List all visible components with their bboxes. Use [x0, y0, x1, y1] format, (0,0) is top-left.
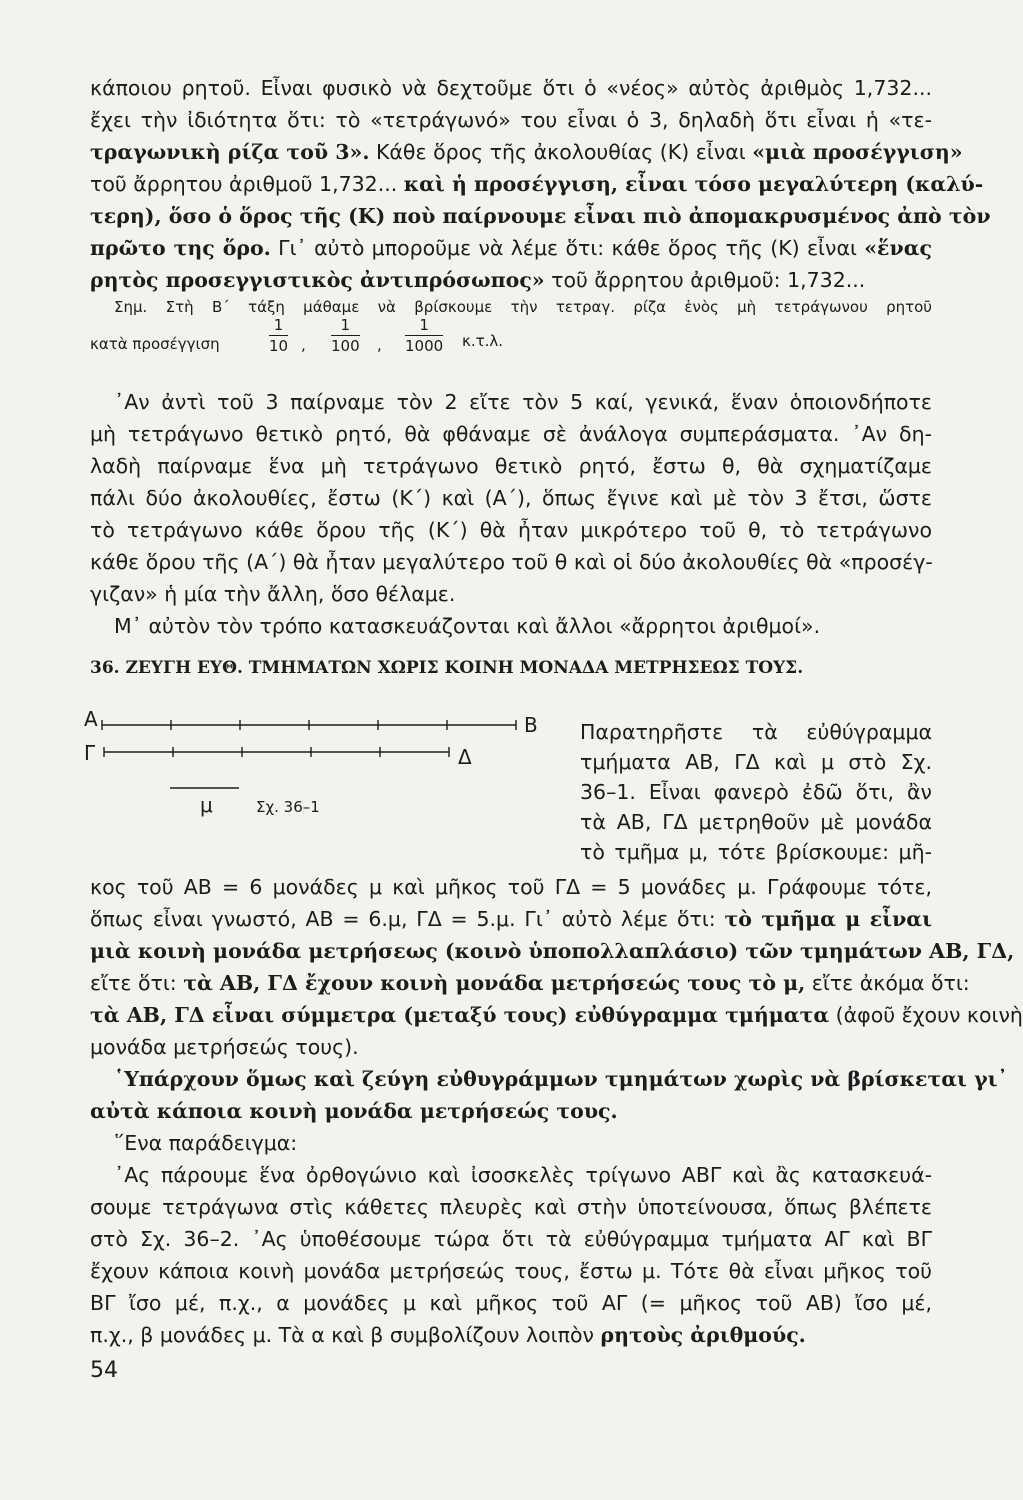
bold-phrase: τραγωνικὴ ρίζα τοῦ 3». [90, 140, 370, 164]
bold-phrase: τὰ ΑΒ, ΓΔ εἶναι σύμμετρα (μεταξύ τους) εὐθύγραμμα τμήματα [90, 1003, 830, 1027]
fraction-numerator: 1 [405, 316, 443, 336]
bold-phrase: καὶ ἡ προσέγγιση, εἶναι τόσο μεγαλύτερη (καλύ- [403, 172, 984, 196]
text-line: Παρατηρῆστε τὰ εὐθύγραμμα [580, 720, 932, 744]
text-line [90, 170, 984, 199]
bold-phrase: «ἕνας [864, 236, 932, 260]
bold-phrase: ρητὸς προσεγγιστικὸς ἀντιπρόσωπος» [90, 268, 545, 292]
bold-phrase: μιὰ κοινὴ μονάδα μετρήσεως (κοινὸ ὑποπολλαπλάσιο) τῶν τμημάτων ΑΒ, ΓΔ, [90, 939, 1015, 963]
text-span: ὅπως εἶναι γνωστό, ΑΒ = 6.μ, ΓΔ = 5.μ. Γι᾽ αὐτὸ λέμε ὅτι: [90, 907, 725, 931]
text-line: ἔχουν κάποια κοινὴ μονάδα μετρήσεώς τους, ἔστω μ. Τότε θὰ εἶναι μῆκος τοῦ [90, 1259, 932, 1283]
text-line: κος τοῦ ΑΒ = 6 μονάδες μ καὶ μῆκος τοῦ ΓΔ = 5 μονάδες μ. Γράφουμε τότε, [90, 875, 932, 899]
fraction-denominator: 10 [269, 337, 289, 355]
bold-phrase: ρητοὺς ἀριθμούς. [600, 1323, 806, 1347]
text-span: τοῦ ἄρρητου ἀριθμοῦ: 1,732... [544, 268, 866, 292]
text-line: πάλι δύο ἀκολουθίες, ἔστω (Κ´) καὶ (Α´), ὅπως ἔγινε καὶ μὲ τὸν 3 ἔτσι, ὥστε [90, 486, 932, 510]
fraction-1-10 [269, 316, 288, 355]
text-line [114, 1065, 1008, 1094]
text-line: γιζαν» ἡ μία τὴν ἄλλη, ὅσο θέλαμε. [90, 582, 456, 606]
text-line: τὸ τετράγωνο κάθε ὅρου τῆς (Κ´) θὰ ἦταν μικρότερο τοῦ θ, τὸ τετράγωνο [90, 518, 932, 542]
label-B: Β [524, 713, 538, 737]
text-line: μονάδα μετρήσεώς τους). [90, 1035, 359, 1059]
bold-phrase: τὸ τμῆμα μ εἶναι [724, 907, 932, 931]
bold-phrase: αὐτὰ κάποια κοινὴ μονάδα μετρήσεώς τους. [90, 1099, 618, 1123]
etc-label: κ.τ.λ. [462, 332, 504, 350]
text-span: Κάθε ὅρος τῆς ἀκολουθίας (Κ) εἶναι [369, 140, 753, 164]
text-line: τὰ ΑΒ, ΓΔ μετρηθοῦν μὲ μονάδα [580, 810, 932, 834]
page-number: 54 [90, 1358, 118, 1383]
text-line [90, 138, 963, 167]
text-line: 36–1. Εἶναι φανερὸ ἐδῶ ὅτι, ἂν [580, 780, 932, 804]
fraction-1-100 [331, 316, 360, 355]
text-line: Μ᾽ αὐτὸν τὸν τρόπο κατασκευάζονται καὶ ἄλλοι «ἄρρητοι ἀριθμοί». [114, 614, 821, 638]
text-line: σουμε τετράγωνα στὶς κάθετες πλευρὲς καὶ στὴν ὑποτείνουσα, ὅπως βλέπετε [90, 1195, 932, 1219]
bold-phrase: «μιὰ προσέγγιση» [752, 140, 963, 164]
fraction-denominator: 1000 [405, 337, 444, 355]
fraction-1-1000 [405, 316, 443, 355]
text-span: τοῦ ἄρρητου ἀριθμοῦ 1,732... [90, 172, 404, 196]
bold-phrase: τὰ ΑΒ, ΓΔ ἔχουν κοινὴ μονάδα μετρήσεώς τους τὸ μ, [183, 971, 806, 995]
text-line [90, 1097, 932, 1126]
text-line [90, 202, 991, 231]
text-span: εἴτε ὅτι: [90, 971, 184, 995]
text-line [90, 937, 1015, 966]
label-G: Γ [84, 741, 96, 765]
text-line: ΒΓ ἴσο μέ, π.χ., α μονάδες μ καὶ μῆκος τοῦ ΑΓ (= μῆκος τοῦ ΑΒ) ἴσο μέ, [90, 1291, 932, 1315]
label-D: Δ [458, 745, 472, 769]
bold-phrase: πρῶτο της ὅρο. [90, 236, 271, 260]
text-line: κάποιου ρητοῦ. Εἶναι φυσικὸ νὰ δεχτοῦμε ὅτι ὁ «νέος» αὐτὸς ἀριθμὸς 1,732... [90, 76, 932, 100]
figure-36-1 [84, 702, 564, 822]
fraction-separator: , [301, 336, 306, 354]
text-line: ἔχει τὴν ἰδιότητα ὅτι: τὸ «τετράγωνό» του εἶναι ὁ 3, δηλαδὴ ὅτι εἶναι ἡ «τε- [90, 108, 932, 132]
label-mu: μ [200, 793, 213, 817]
text-line: ᾽Ας πάρουμε ἕνα ὀρθογώνιο καὶ ἰσοσκελὲς τρίγωνο ΑΒΓ καὶ ἂς κατασκευά- [114, 1163, 932, 1187]
text-line [90, 969, 970, 998]
text-line: κάθε ὅρου τῆς (Α´) θὰ ἦταν μεγαλύτερο τοῦ θ καὶ οἱ δύο ἀκολουθίες θὰ «προσέγ- [90, 550, 933, 574]
bold-phrase: ῾Υπάρχουν ὅμως καὶ ζεύγη εὐθυγράμμων τμημάτων χωρὶς νὰ βρίσκεται γι᾽ [114, 1067, 1008, 1091]
bold-phrase: τερη), ὅσο ὁ ὅρος τῆς (Κ) ποὺ παίρνουμε εἶναι πιὸ ἀπομακρυσμένος ἀπὸ τὸν [90, 204, 991, 228]
label-A: Α [84, 707, 98, 731]
text-line [90, 266, 932, 295]
note-line: Σημ. Στὴ Β´ τάξη μάθαμε νὰ βρίσκουμε τὴν τετραγ. ρίζα ἑνὸς μὴ τετράγωνου ρητοῦ [114, 298, 932, 316]
note-approx-label: κατὰ προσέγγιση [90, 335, 220, 353]
fraction-separator: , [377, 336, 382, 354]
text-line: ᾽Αν ἀντὶ τοῦ 3 παίρναμε τὸν 2 εἴτε τὸν 5 καί, γενικά, ἕναν ὁποιονδήποτε [114, 390, 932, 414]
fraction-denominator: 100 [331, 337, 360, 355]
text-line [90, 905, 932, 934]
text-line: τμήματα ΑΒ, ΓΔ καὶ μ στὸ Σχ. [580, 750, 932, 774]
text-line: ῞Ενα παράδειγμα: [114, 1131, 298, 1155]
text-span: (ἀφοῦ ἔχουν κοινὴ [829, 1003, 1023, 1027]
fraction-numerator: 1 [331, 316, 360, 336]
text-span: εἴτε ἀκόμα ὅτι: [805, 971, 970, 995]
text-line [90, 1001, 1023, 1030]
text-span: π.χ., β μονάδες μ. Τὰ α καὶ β συμβολίζουν λοιπὸν [90, 1323, 601, 1347]
figure-caption: Σχ. 36–1 [256, 798, 320, 816]
fraction-numerator: 1 [269, 316, 288, 336]
text-line: μὴ τετράγωνο θετικὸ ρητό, θὰ φθάναμε σὲ ἀνάλογα συμπεράσματα. ᾽Αν δη- [90, 422, 932, 446]
text-line [90, 234, 932, 263]
section-heading: 36. ΖΕΥΓΗ ΕΥΘ. ΤΜΗΜΑΤΩΝ ΧΩΡΙΣ ΚΟΙΝΗ ΜΟΝΑΔΑ ΜΕΤΡΗΣΕΩΣ ΤΟΥΣ. [90, 658, 804, 678]
text-line [90, 1321, 932, 1350]
text-line: τὸ τμῆμα μ, τότε βρίσκουμε: μῆ- [580, 840, 932, 864]
text-line: στὸ Σχ. 36–2. ᾽Ας ὑποθέσουμε τώρα ὅτι τὰ εὐθύγραμμα τμήματα ΑΓ καὶ ΒΓ [90, 1227, 932, 1251]
text-span: Γι᾽ αὐτὸ μποροῦμε νὰ λέμε ὅτι: κάθε ὅρος τῆς (Κ) εἶναι [270, 236, 865, 260]
text-line: λαδὴ παίρναμε ἕνα μὴ τετράγωνο θετικὸ ρητό, ἔστω θ, θὰ σχηματίζαμε [90, 454, 932, 478]
